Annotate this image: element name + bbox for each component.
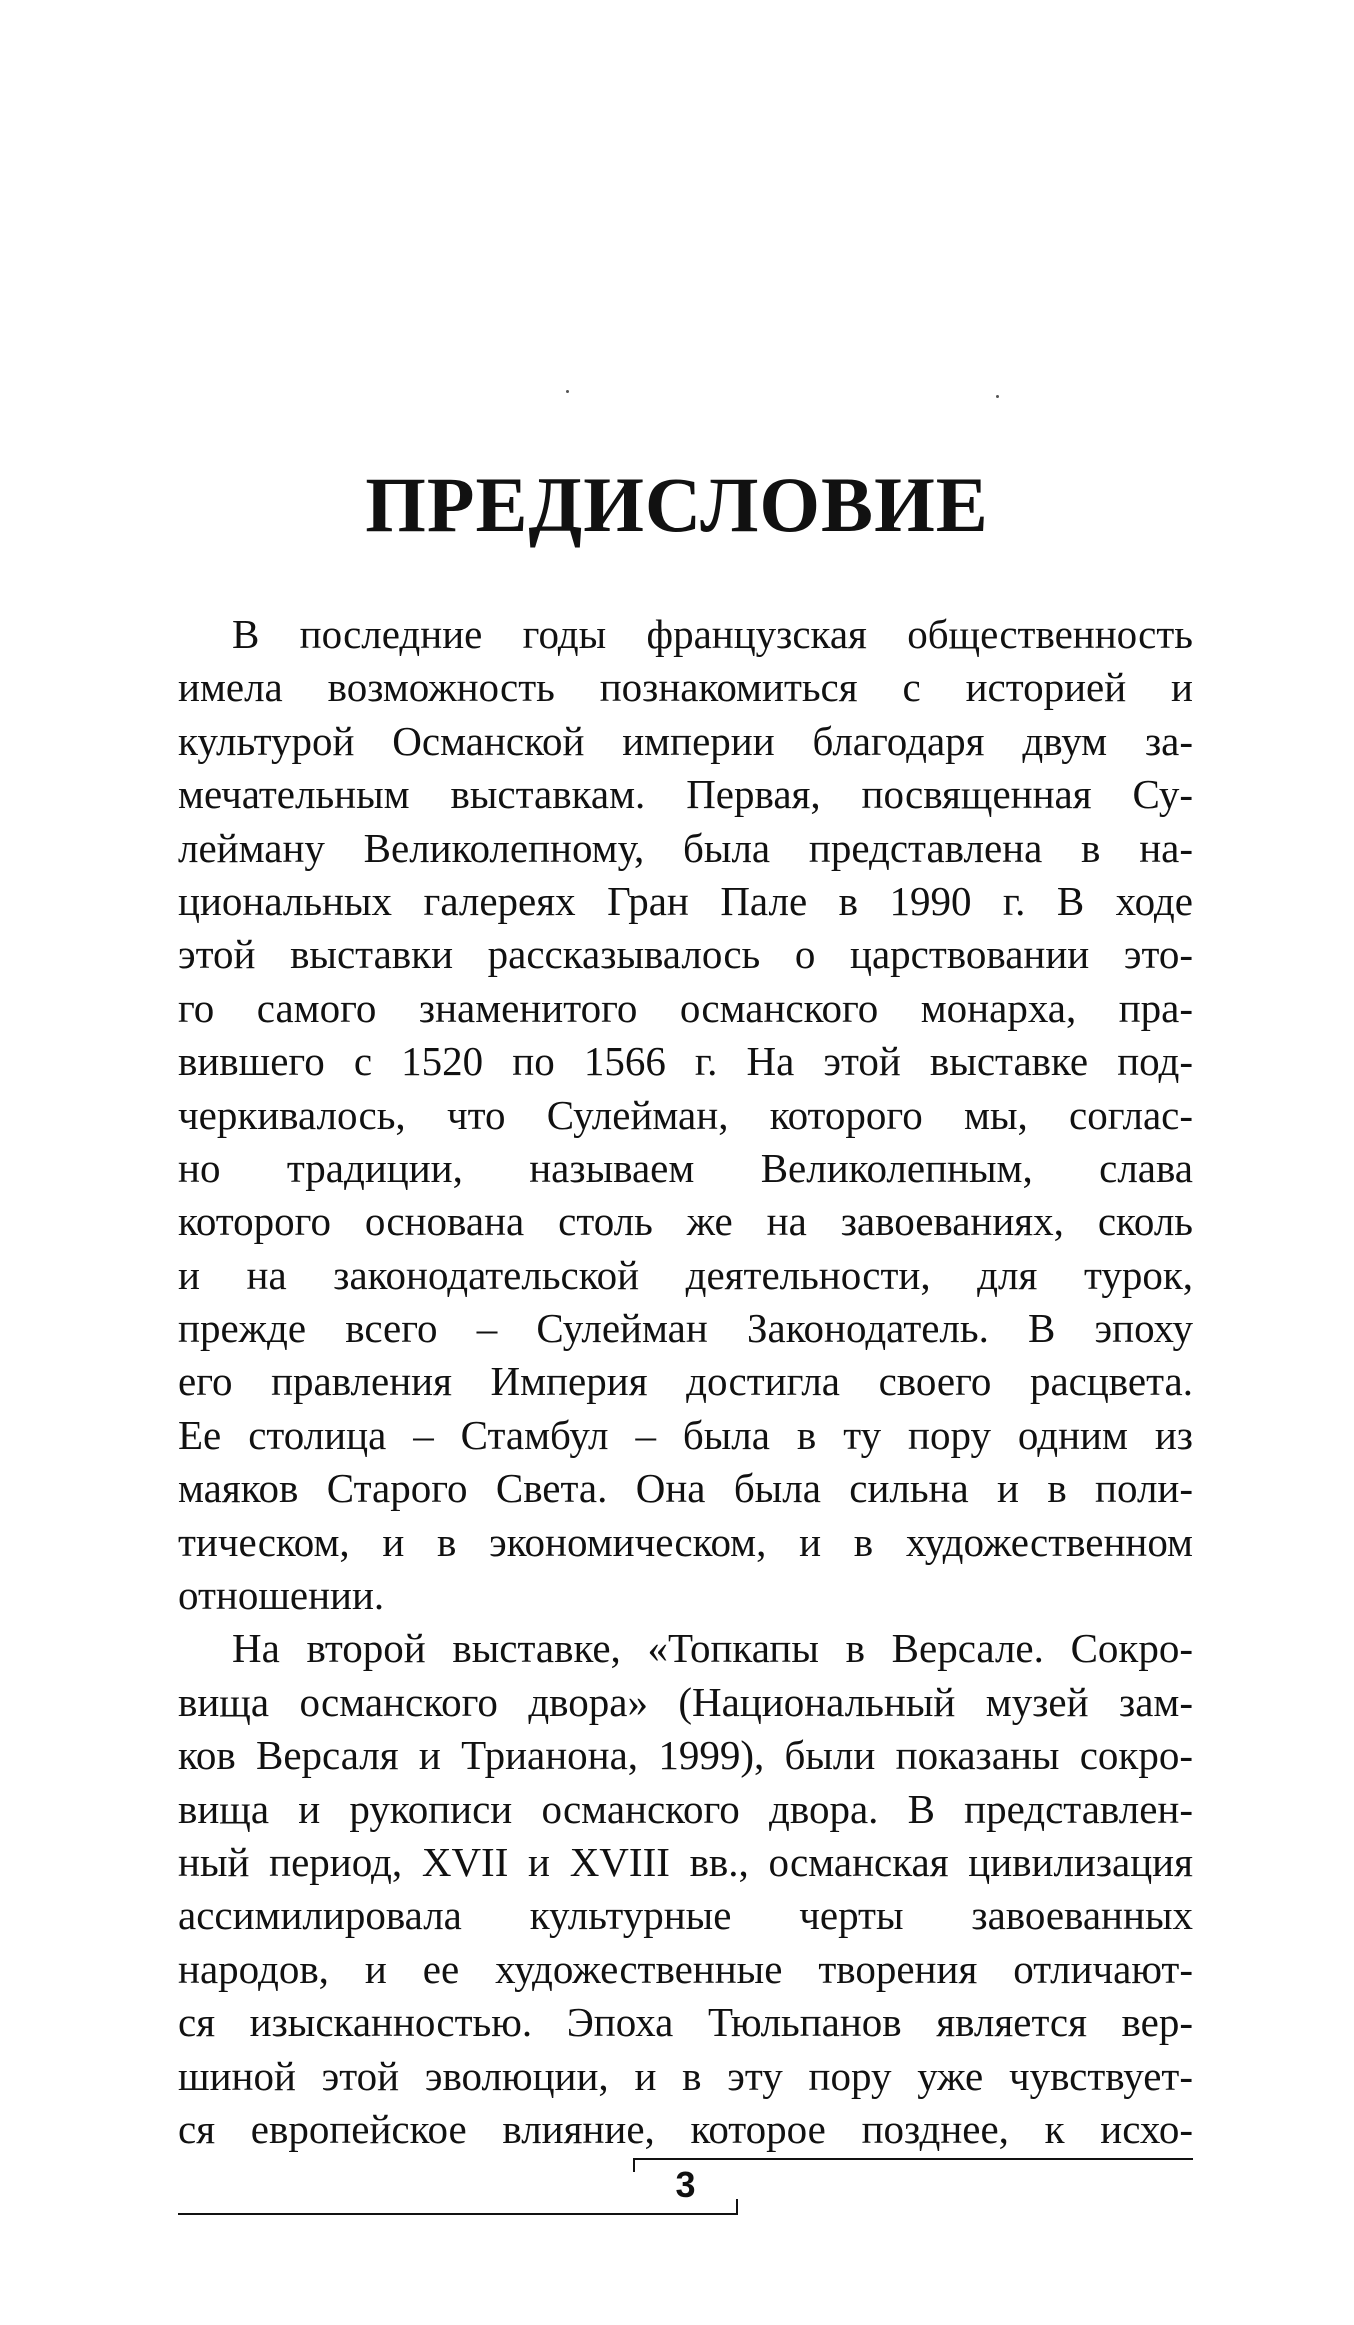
- text-line: его правления Империя достигла своего расцвета.: [178, 1358, 1193, 1405]
- text-line: культурой Османской империи благодаря двум за-: [178, 717, 1193, 764]
- text-line: тическом, и в экономическом, и в художественном: [178, 1518, 1193, 1565]
- text-line: В последние годы французская общественность: [232, 611, 1193, 657]
- text-line: этой выставки рассказывалось о царствовании это-: [178, 931, 1193, 978]
- text-line: ся европейское влияние, которое позднее, к исхо-: [178, 2105, 1193, 2152]
- footer-tick-right: [736, 2199, 738, 2214]
- text-line: отношении.: [178, 1572, 385, 1619]
- text-line: вища османского двора» (Национальный музей зам-: [178, 1678, 1193, 1725]
- text-line: го самого знаменитого османского монарха, пра-: [178, 984, 1193, 1031]
- text-line: На второй выставке, «Топкапы в Версале. Сокро-: [232, 1625, 1193, 1672]
- text-line: но традиции, называем Великолепным, слава: [178, 1144, 1193, 1191]
- scan-speck: [996, 395, 999, 398]
- text-line: Ее столица – Стамбул – была в ту пору одним из: [178, 1411, 1193, 1458]
- text-line: маяков Старого Света. Она была сильна и в поли-: [178, 1465, 1193, 1512]
- text-line: черкивалось, что Сулейман, которого мы, соглас-: [178, 1091, 1193, 1138]
- text-line: ассимилировала культурные черты завоеванных: [178, 1892, 1193, 1939]
- paragraph-1: [178, 608, 1193, 1622]
- page-number: 3: [675, 2164, 696, 2205]
- body-text: [178, 608, 1193, 2156]
- text-line: мечательным выставкам. Первая, посвященная Су-: [178, 771, 1193, 818]
- text-line: вища и рукописи османского двора. В представлен-: [178, 1785, 1193, 1832]
- text-line: имела возможность познакомиться с историей и: [178, 664, 1193, 711]
- paragraph-2: [178, 1622, 1193, 2156]
- chapter-title: ПРЕДИСЛОВИЕ: [365, 461, 989, 548]
- text-line: циональных галереях Гран Пале в 1990 г. В ходе: [178, 877, 1193, 924]
- text-line: вившего с 1520 по 1566 г. На этой выставке под-: [178, 1038, 1193, 1085]
- footer-rule-bottom: [178, 2213, 738, 2215]
- footer-rule-top: [633, 2158, 1193, 2160]
- text-line: ков Версаля и Трианона, 1999), были показаны сокро-: [178, 1732, 1193, 1779]
- text-line: и на законодательской деятельности, для турок,: [178, 1251, 1193, 1298]
- text-line: которого основана столь же на завоеваниях, сколь: [178, 1198, 1193, 1245]
- text-line: ный период, XVII и XVIII вв., османская цивилизация: [178, 1838, 1193, 1885]
- text-line: шиной этой эволюции, и в эту пору уже чувствует-: [178, 2052, 1193, 2099]
- text-line: ся изысканностью. Эпоха Тюльпанов является вер-: [178, 1999, 1193, 2046]
- text-line: народов, и ее художественные творения отличают-: [178, 1945, 1193, 1992]
- text-line: лейману Великолепному, была представлена в на-: [178, 824, 1193, 871]
- text-line: прежде всего – Сулейман Законодатель. В эпоху: [178, 1305, 1193, 1352]
- scan-speck: [566, 390, 569, 393]
